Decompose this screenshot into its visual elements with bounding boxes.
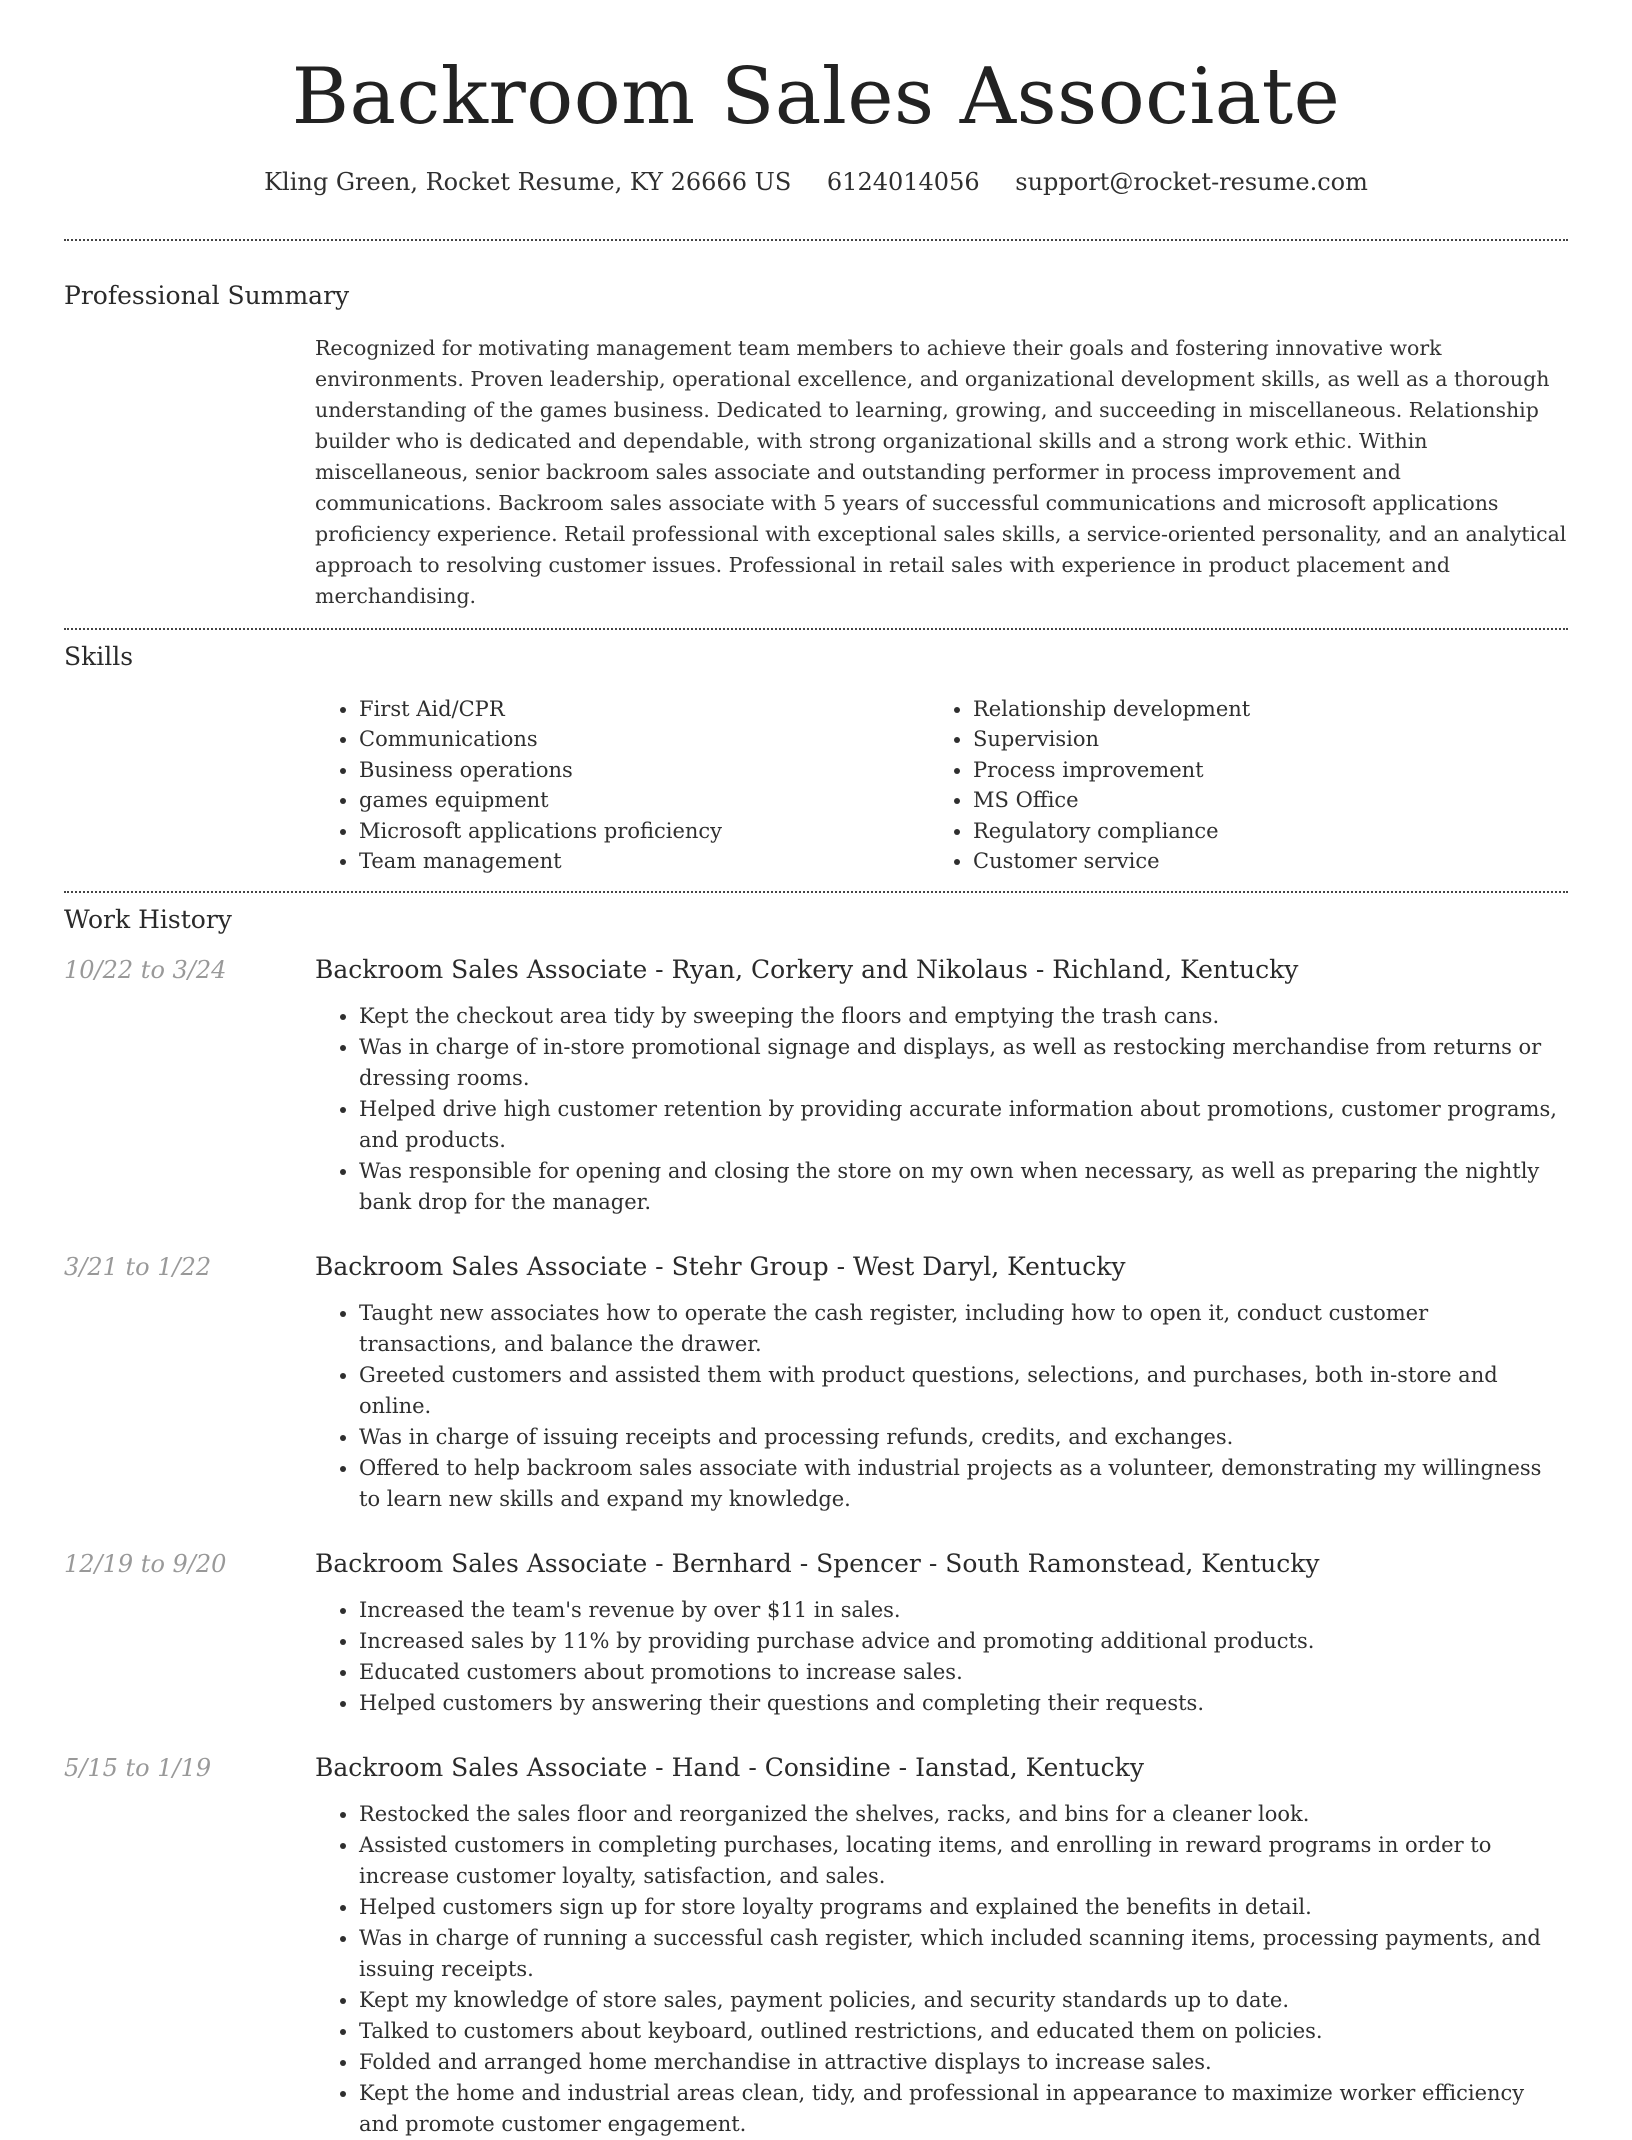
job-bullet: • Offered to help backroom sales associate with industrial projects as a volunteer, demonstrating my willingness to learn new skills and expand my knowledge. — [359, 1453, 1568, 1515]
section-title-work: Work History — [64, 904, 232, 934]
job-dates: 12/19 to 9/20 — [64, 1549, 227, 1578]
job-bullets — [315, 1595, 1568, 1719]
job-bullet: • Greeted customers and assisted them with product questions, selections, and purchases, both in-store and online. — [359, 1360, 1568, 1422]
divider — [64, 891, 1568, 893]
job-bullet: • Helped customers sign up for store loyalty programs and explained the benefits in detail. — [359, 1892, 1568, 1923]
skill-item: • Microsoft applications proficiency — [359, 816, 929, 847]
job-bullet: • Was responsible for opening and closing the store on my own when necessary, as well as preparing the nightly bank drop for the manager. — [359, 1156, 1568, 1218]
job-bullet: • Kept the home and industrial areas clean, tidy, and professional in appearance to maximize worker efficiency and promote customer engagement. — [359, 2078, 1568, 2140]
divider — [64, 628, 1568, 630]
contact-address: Kling Green, Rocket Resume, KY 26666 US — [264, 168, 792, 196]
job-bullet: • Was in charge of issuing receipts and processing refunds, credits, and exchanges. — [359, 1422, 1568, 1453]
contact-email: support@rocket-resume.com — [1015, 168, 1368, 196]
skill-item: • Process improvement — [973, 755, 1543, 786]
skill-item: • Regulatory compliance — [973, 816, 1543, 847]
summary-text: Recognized for motivating management team members to achieve their goals and fostering innovative work environments. Proven leadership, operational excellence, and organizational development skills, as well as a thorough understanding of the games business. Dedicated to learning, growing, and succeeding in miscellaneous. Relationship builder who is dedicated and dependable, with strong organizational skills and a strong work ethic. Within miscellaneous, senior backroom sales associate and outstanding performer in process improvement and communications. Backroom sales associate with 5 years of successful communications and microsoft applications proficiency experience. Retail professional with exceptional sales skills, a service-oriented personality, and an analytical approach to resolving customer issues. Professional in retail sales with experience in product placement and merchandising. — [315, 335, 1567, 608]
job-bullet: • Was in charge of running a successful cash register, which included scanning items, processing payments, and issuing receipts. — [359, 1923, 1568, 1985]
job-entry — [64, 1753, 1568, 2140]
job-bullet: • Restocked the sales floor and reorganized the shelves, racks, and bins for a cleaner look. — [359, 1799, 1568, 1830]
job-bullets — [315, 1298, 1568, 1515]
job-title: Backroom Sales Associate - Bernhard - Spencer - South Ramonstead, Kentucky — [315, 1548, 1320, 1578]
contact-line — [64, 168, 1568, 197]
job-header — [64, 1252, 1568, 1282]
job-bullets — [315, 1799, 1568, 2140]
job-bullets — [315, 1001, 1568, 1218]
job-entry — [64, 1549, 1568, 1719]
skill-item: • First Aid/CPR — [359, 694, 929, 725]
job-bullet: • Kept my knowledge of store sales, payment policies, and security standards up to date. — [359, 1985, 1568, 2016]
resume-page — [64, 0, 1568, 2140]
section-title-summary: Professional Summary — [64, 280, 350, 310]
job-bullet: • Educated customers about promotions to increase sales. — [359, 1657, 1568, 1688]
divider — [64, 239, 1568, 241]
job-dates: 10/22 to 3/24 — [64, 955, 227, 984]
job-bullet: • Increased the team's revenue by over $11 in sales. — [359, 1595, 1568, 1626]
job-bullet: • Talked to customers about keyboard, outlined restrictions, and educated them on policies. — [359, 2016, 1568, 2047]
skill-item: • MS Office — [973, 785, 1543, 816]
skill-item: • Team management — [359, 846, 929, 877]
skill-item: • Relationship development — [973, 694, 1543, 725]
job-bullet: • Helped customers by answering their questions and completing their requests. — [359, 1688, 1568, 1719]
job-dates: 5/15 to 1/19 — [64, 1753, 212, 1782]
job-title: Backroom Sales Associate - Ryan, Corkery and Nikolaus - Richland, Kentucky — [315, 954, 1299, 984]
job-bullet: • Folded and arranged home merchandise in attractive displays to increase sales. — [359, 2047, 1568, 2078]
section-title-skills: Skills — [64, 641, 134, 671]
job-bullet: • Increased sales by 11% by providing purchase advice and promoting additional products. — [359, 1626, 1568, 1657]
skill-item: • Business operations — [359, 755, 929, 786]
skill-item: • Communications — [359, 724, 929, 755]
job-bullet: • Was in charge of in-store promotional signage and displays, as well as restocking merchandise from returns or dressing rooms. — [359, 1032, 1568, 1094]
job-title: Backroom Sales Associate - Hand - Considine - Ianstad, Kentucky — [315, 1752, 1144, 1782]
job-bullet: • Assisted customers in completing purchases, locating items, and enrolling in reward programs in order to increase customer loyalty, satisfaction, and sales. — [359, 1830, 1568, 1892]
job-bullet: • Taught new associates how to operate the cash register, including how to open it, conduct customer transactions, and balance the drawer. — [359, 1298, 1568, 1360]
skill-item: • Customer service — [973, 846, 1543, 877]
resume-name: Backroom Sales Associate — [291, 52, 1341, 142]
job-bullet: • Kept the checkout area tidy by sweeping the floors and emptying the trash cans. — [359, 1001, 1568, 1032]
skills-columns — [315, 694, 1568, 877]
skills-list-left — [315, 694, 929, 877]
job-entry — [64, 1252, 1568, 1515]
skill-item: • games equipment — [359, 785, 929, 816]
job-header — [64, 1549, 1568, 1579]
skills-list-right — [929, 694, 1543, 877]
job-bullet: • Helped drive high customer retention by providing accurate information about promotions, customer programs, and products. — [359, 1094, 1568, 1156]
job-entry — [64, 955, 1568, 1218]
job-header — [64, 955, 1568, 985]
contact-phone: 6124014056 — [826, 168, 980, 196]
skill-item: • Supervision — [973, 724, 1543, 755]
job-title: Backroom Sales Associate - Stehr Group - West Daryl, Kentucky — [315, 1251, 1126, 1281]
job-dates: 3/21 to 1/22 — [64, 1252, 212, 1281]
job-header — [64, 1753, 1568, 1783]
